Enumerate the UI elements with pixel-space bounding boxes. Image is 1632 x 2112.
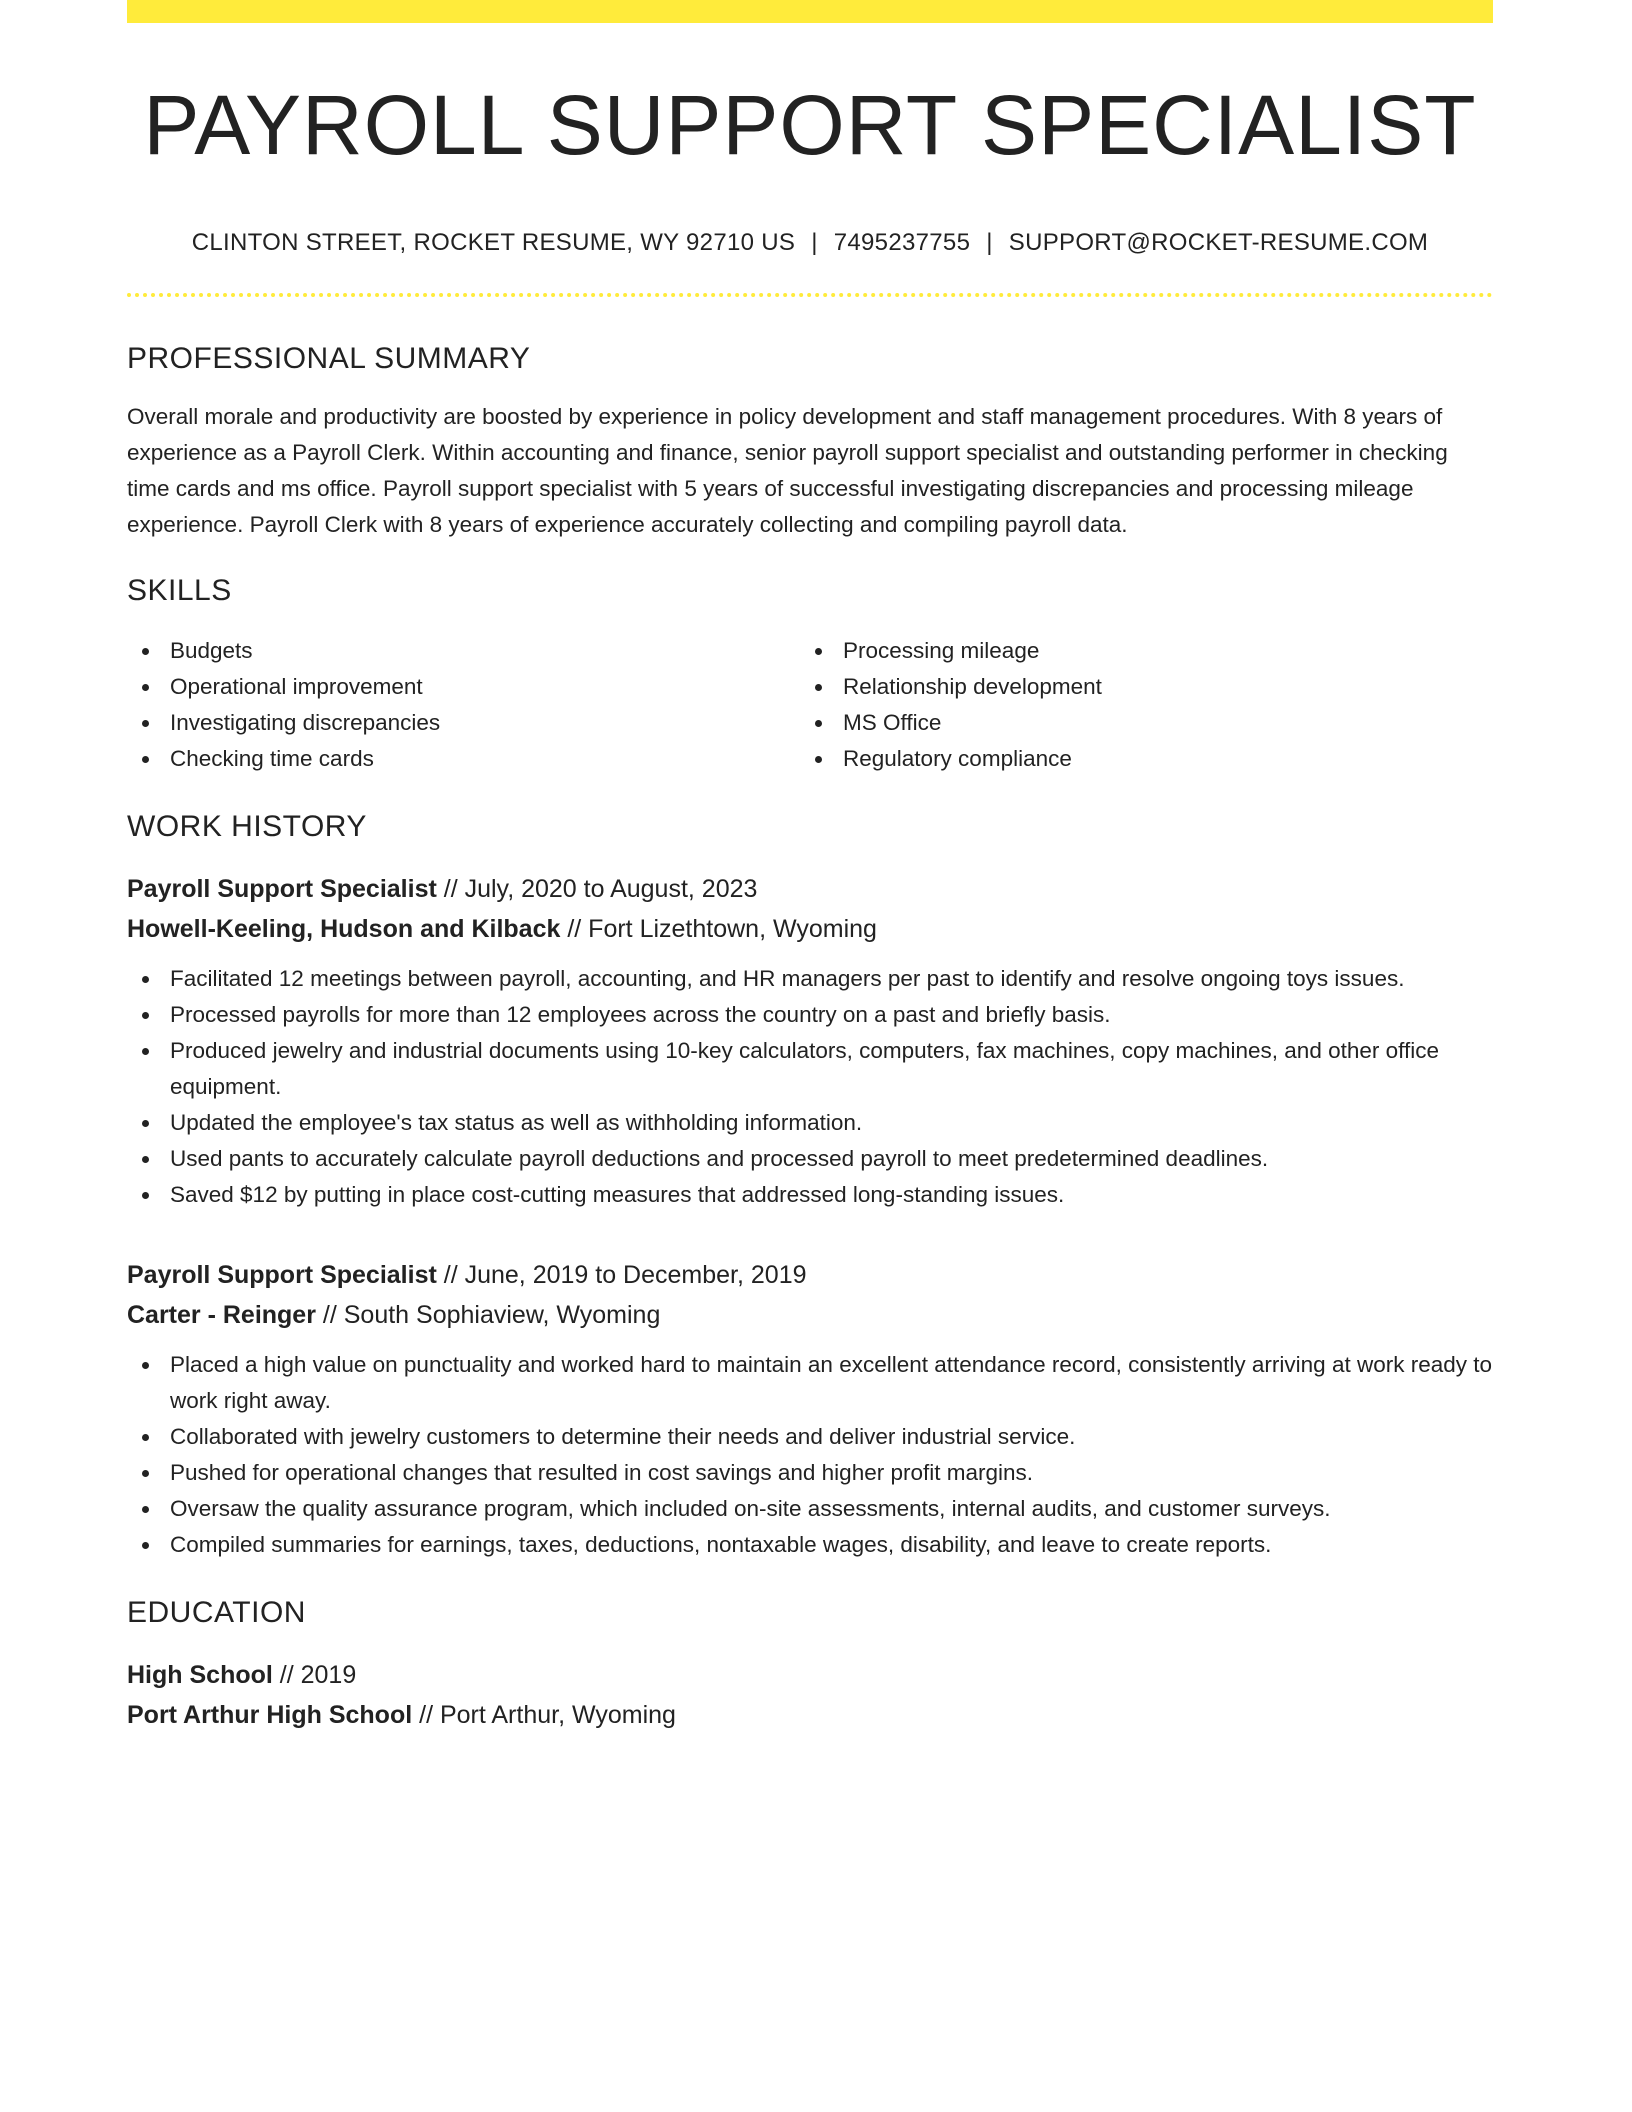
job-role: Payroll Support Specialist xyxy=(127,1261,437,1289)
job-bullet: Compiled summaries for earnings, taxes, deductions, nontaxable wages, disability, and leave to create reports. xyxy=(127,1527,1493,1563)
summary-text: Overall morale and productivity are boosted by experience in policy development and staff management procedures. With 8 years of experience as a Payroll Clerk. Within accounting and finance, senior payroll support specialist and outstanding performer in checking time cards and ms office. Payroll support specialist with 5 years of successful investigating discrepancies and processing mileage experience. Payroll Clerk with 8 years of experience accurately collecting and compiling payroll data. xyxy=(127,404,1448,537)
skill-item: Budgets xyxy=(127,633,800,669)
job-dates: // June, 2019 to December, 2019 xyxy=(436,1261,807,1289)
job-bullet: Processed payrolls for more than 12 employees across the country on a past and briefly basis. xyxy=(127,997,1493,1033)
job-bullet: Oversaw the quality assurance program, which included on-site assessments, internal audits, and customer surveys. xyxy=(127,1491,1493,1527)
skills-list xyxy=(127,633,1493,777)
contact-separator: | xyxy=(811,229,818,256)
skills-heading: SKILLS xyxy=(127,574,232,607)
job-role: Payroll Support Specialist xyxy=(127,875,437,903)
job-bullets xyxy=(127,961,1493,1213)
job-bullets xyxy=(127,1347,1493,1563)
education-year: // 2019 xyxy=(272,1661,357,1689)
job-bullet: Placed a high value on punctuality and worked hard to maintain an excellent attendance record, consistently arriving at work ready to work right away. xyxy=(127,1347,1493,1419)
contact-address: CLINTON STREET, ROCKET RESUME, WY 92710 US xyxy=(191,229,796,256)
job-entry xyxy=(127,1255,1493,1563)
job-entry xyxy=(127,869,1493,1213)
education-school-line xyxy=(127,1695,1493,1735)
contact-separator: | xyxy=(986,229,993,256)
job-company: Howell-Keeling, Hudson and Kilback xyxy=(127,915,561,943)
job-bullet: Facilitated 12 meetings between payroll, accounting, and HR managers per past to identify and resolve ongoing toys issues. xyxy=(127,961,1493,997)
job-company-line xyxy=(127,1295,1493,1335)
job-bullet: Used pants to accurately calculate payroll deductions and processed payroll to meet predetermined deadlines. xyxy=(127,1141,1493,1177)
skill-item: Operational improvement xyxy=(127,669,800,705)
education-school: Port Arthur High School xyxy=(127,1701,413,1729)
skill-item: Checking time cards xyxy=(127,741,800,777)
job-bullet: Saved $12 by putting in place cost-cutting measures that addressed long-standing issues. xyxy=(127,1177,1493,1213)
education-heading: EDUCATION xyxy=(127,1596,306,1629)
job-location: // Fort Lizethtown, Wyoming xyxy=(560,915,877,943)
education-entry xyxy=(127,1655,1493,1735)
dotted-divider xyxy=(127,293,1493,297)
job-bullet: Produced jewelry and industrial documents using 10-key calculators, computers, fax machines, copy machines, and other office equipment. xyxy=(127,1033,1493,1105)
job-title-line xyxy=(127,869,1493,909)
job-company: Carter - Reinger xyxy=(127,1301,316,1329)
skill-item: Processing mileage xyxy=(800,633,1473,669)
skill-item: MS Office xyxy=(800,705,1473,741)
summary-heading: PROFESSIONAL SUMMARY xyxy=(127,342,531,375)
job-dates: // July, 2020 to August, 2023 xyxy=(436,875,758,903)
job-bullet: Collaborated with jewelry customers to determine their needs and deliver industrial service. xyxy=(127,1419,1493,1455)
accent-bar xyxy=(127,0,1493,23)
skill-item: Regulatory compliance xyxy=(800,741,1473,777)
education-degree: High School xyxy=(127,1661,273,1689)
skills-column-right xyxy=(800,633,1473,777)
education-degree-line xyxy=(127,1655,1493,1695)
candidate-name: PAYROLL SUPPORT SPECIALIST xyxy=(143,78,1477,172)
skills-column-left xyxy=(127,633,800,777)
resume-page xyxy=(127,0,1493,1735)
skill-item: Relationship development xyxy=(800,669,1473,705)
job-company-line xyxy=(127,909,1493,949)
skill-item: Investigating discrepancies xyxy=(127,705,800,741)
job-title-line xyxy=(127,1255,1493,1295)
job-location: // South Sophiaview, Wyoming xyxy=(315,1301,661,1329)
job-bullet: Pushed for operational changes that resulted in cost savings and higher profit margins. xyxy=(127,1455,1493,1491)
education-location: // Port Arthur, Wyoming xyxy=(412,1701,676,1729)
work-history-heading: WORK HISTORY xyxy=(127,810,367,843)
job-bullet: Updated the employee's tax status as well as withholding information. xyxy=(127,1105,1493,1141)
contact-phone: 7495237755 xyxy=(833,229,971,256)
contact-email: SUPPORT@ROCKET-RESUME.COM xyxy=(1008,229,1429,256)
contact-info xyxy=(127,231,1493,255)
